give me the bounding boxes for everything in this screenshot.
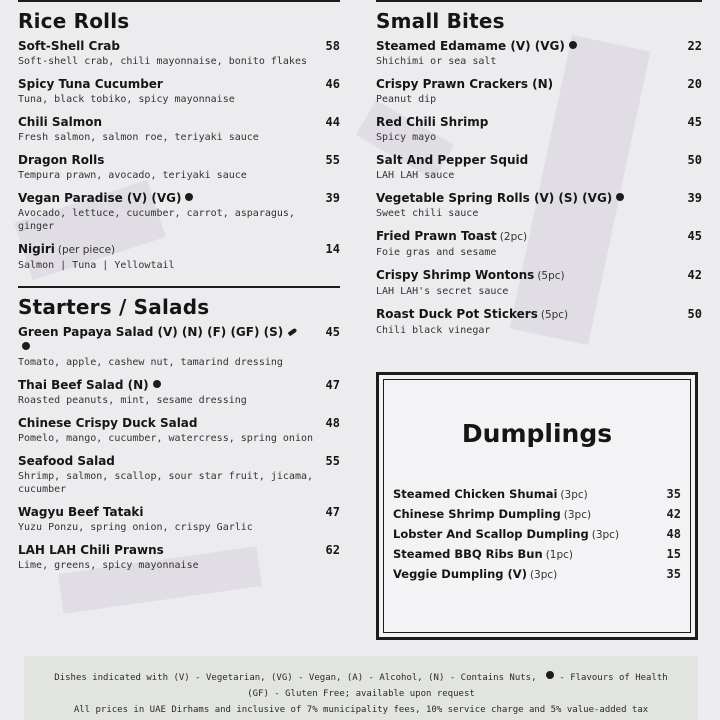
menu-item-row: [18, 191, 340, 206]
menu-item-row: [18, 543, 340, 558]
flavours-of-health-dot-icon: [569, 41, 577, 49]
menu-item-price: 55: [325, 153, 340, 167]
menu-item-name-text: Soft-Shell Crab: [18, 39, 120, 53]
dumpling-item-name: [393, 567, 557, 581]
menu-item-name-text: Red Chili Shrimp: [376, 115, 489, 129]
menu-item-name-text: Fried Prawn Toast: [376, 229, 497, 243]
dumpling-item: [393, 527, 681, 541]
flavours-of-health-dot-icon: [153, 380, 161, 388]
menu-item-price: 39: [325, 191, 340, 205]
menu-item-portion: (5pc): [537, 270, 565, 282]
section-divider: [376, 0, 702, 2]
menu-item-row: [376, 191, 702, 206]
menu-item: [376, 115, 702, 144]
menu-item-name: [376, 77, 553, 92]
menu-item-description: Pomelo, mango, cucumber, watercress, spring onion: [18, 433, 314, 444]
menu-item-row: [376, 268, 702, 284]
menu-item-name-text: LAH LAH Chili Prawns: [18, 543, 164, 557]
menu-item-price: 47: [325, 378, 340, 392]
menu-item-name-text: Dragon Rolls: [18, 153, 105, 167]
menu-item: [18, 77, 340, 106]
dumpling-item: [393, 507, 681, 521]
menu-item-portion: (5pc): [540, 309, 569, 321]
menu-item-name-text: Thai Beef Salad (N): [18, 378, 149, 392]
menu-item-row: [376, 307, 702, 323]
dumpling-item: [393, 547, 681, 561]
menu-item-description: Tuna, black tobiko, spicy mayonnaise: [18, 94, 235, 105]
dumpling-item-name-text: Steamed BBQ Ribs Bun: [393, 547, 543, 561]
menu-item-row: [18, 242, 340, 258]
menu-item-name: [18, 153, 104, 168]
menu-item-price: 22: [687, 39, 702, 53]
menu-item-description: Tomato, apple, cashew nut, tamarind dressing: [18, 357, 283, 368]
menu-item-description: Foie gras and sesame: [376, 247, 497, 258]
menu-item: [18, 191, 340, 233]
dumpling-item-price: 42: [666, 507, 681, 521]
menu-item-price: 50: [687, 307, 702, 321]
menu-item-price: 45: [687, 115, 702, 129]
menu-item-name: [18, 416, 198, 431]
dumplings-list: [393, 487, 681, 587]
menu-item-name-text: Crispy Shrimp Wontons: [376, 268, 535, 282]
menu-item-price: 45: [325, 325, 340, 339]
menu-item-name: [18, 505, 144, 520]
menu-item: [376, 77, 702, 106]
menu-item-price: 46: [325, 77, 340, 91]
menu-item-name: [376, 229, 527, 245]
menu-item: [18, 115, 340, 144]
menu-item: [18, 454, 340, 496]
menu-item: [376, 268, 702, 298]
menu-item-price: 39: [687, 191, 702, 205]
menu-item: [18, 325, 340, 369]
menu-item-description: Roasted peanuts, mint, sesame dressing: [18, 395, 247, 406]
chili-pepper-icon: [288, 328, 298, 336]
legend-text: - Flavours of Health: [559, 673, 668, 683]
menu-item-price: 20: [687, 77, 702, 91]
menu-item-description: Lime, greens, spicy mayonnaise: [18, 560, 199, 571]
dumpling-item-price: 35: [666, 567, 681, 581]
menu-item: [376, 191, 702, 220]
menu-item-name: [18, 242, 115, 258]
menu-item-name-text: Chili Salmon: [18, 115, 103, 129]
menu-item-name-text: Green Papaya Salad (V) (N) (F) (GF) (S): [18, 325, 284, 339]
menu-item-description: LAH LAH's secret sauce: [376, 286, 509, 297]
flavours-of-health-dot-icon: [616, 193, 624, 201]
dumpling-item-price: 48: [666, 527, 681, 541]
menu-item-name: [376, 191, 624, 206]
starters-salads-title: Starters / Salads: [18, 295, 210, 319]
menu-item: [18, 153, 340, 182]
menu-item-description: Chili black vinegar: [376, 325, 491, 336]
menu-item-row: [376, 77, 702, 92]
menu-item-name: [18, 454, 115, 469]
menu-item-name: [18, 115, 102, 130]
dumpling-item-name: [393, 527, 619, 541]
rice-rolls-title: Rice Rolls: [18, 9, 130, 33]
menu-item-name: [376, 153, 528, 168]
menu-item-name-text: Vegan Paradise (V) (VG): [18, 191, 182, 205]
menu-item-price: 47: [325, 505, 340, 519]
menu-item: [376, 39, 702, 68]
dumpling-item-portion: (3pc): [591, 529, 620, 541]
menu-item-name-text: Spicy Tuna Cucumber: [18, 77, 163, 91]
menu-item-description: Peanut dip: [376, 94, 437, 105]
menu-item: [376, 307, 702, 337]
menu-item-price: 58: [325, 39, 340, 53]
menu-item-row: [18, 505, 340, 520]
menu-item-price: 45: [687, 229, 702, 243]
menu-item-row: [376, 229, 702, 245]
menu-item-name: [18, 543, 164, 558]
dumpling-item-name-text: Steamed Chicken Shumai: [393, 487, 558, 501]
menu-item: [376, 153, 702, 182]
menu-item-name-text: Salt And Pepper Squid: [376, 153, 529, 167]
menu-item-portion: (per piece): [57, 244, 116, 256]
menu-item: [18, 39, 340, 68]
menu-item-name-text: Steamed Edamame (V) (VG): [376, 39, 565, 53]
menu-item: [18, 416, 340, 445]
menu-item-name: [376, 39, 577, 54]
legend-line-3: All prices in UAE Dirhams and inclusive of 7% municipality fees, 10% service charge and 5% value-added tax: [73, 705, 649, 715]
menu-item-row: [376, 153, 702, 168]
menu-item-description: Soft-shell crab, chili mayonnaise, bonito flakes: [18, 56, 307, 67]
small-bites-list: [376, 39, 702, 337]
menu-item-row: [18, 39, 340, 54]
menu-item-name: [18, 378, 161, 393]
dumpling-item-name-text: Lobster And Scallop Dumpling: [393, 527, 589, 541]
menu-item-description: LAH LAH sauce: [376, 170, 455, 181]
menu-item-name-text: Wagyu Beef Tataki: [18, 505, 144, 519]
dumpling-item-price: 35: [666, 487, 681, 501]
menu-item-name-text: Seafood Salad: [18, 454, 115, 468]
menu-item-row: [18, 416, 340, 431]
menu-item-name: [18, 191, 193, 206]
menu-item-row: [376, 39, 702, 54]
menu-item-description: Shrimp, salmon, scallop, sour star fruit, jicama, cucumber: [18, 471, 314, 495]
dumpling-item-portion: (3pc): [529, 569, 558, 581]
dumpling-item-name-text: Veggie Dumpling (V): [393, 567, 527, 581]
menu-item-name: [376, 115, 488, 130]
menu-item-price: 44: [325, 115, 340, 129]
menu-item-row: [18, 153, 340, 168]
dumplings-box: [376, 372, 698, 640]
menu-item-description: Avocado, lettuce, cucumber, carrot, asparagus, ginger: [18, 208, 295, 232]
menu-item-name: [18, 77, 163, 92]
legend-line-2: (GF) - Gluten Free; available upon request: [247, 689, 475, 699]
menu-legend-footer: [24, 656, 698, 720]
menu-item-price: 14: [325, 242, 340, 256]
menu-item-description: Yuzu Ponzu, spring onion, crispy Garlic: [18, 522, 253, 533]
rice-rolls-list: [18, 39, 340, 272]
menu-item: [18, 378, 340, 407]
dumpling-item-name: [393, 547, 573, 561]
dumpling-item-name: [393, 487, 588, 501]
menu-item-name-text: Vegetable Spring Rolls (V) (S) (VG): [376, 191, 613, 205]
menu-item-row: [18, 325, 340, 355]
right-column: [376, 0, 702, 346]
menu-item-price: 50: [687, 153, 702, 167]
menu-item-name: [18, 325, 308, 355]
small-bites-title: Small Bites: [376, 9, 505, 33]
dumplings-title: Dumplings: [461, 419, 613, 448]
menu-item-price: 48: [325, 416, 340, 430]
starters-salads-list: [18, 325, 340, 572]
legend-line-1: [24, 670, 698, 686]
menu-item-row: [18, 77, 340, 92]
legend-text: Dishes indicated with (V) - Vegetarian, (VG) - Vegan, (A) - Alcohol, (N) - Contains Nuts,: [54, 673, 537, 683]
menu-item-row: [18, 115, 340, 130]
dumpling-item-name-text: Chinese Shrimp Dumpling: [393, 507, 561, 521]
menu-item-row: [376, 115, 702, 130]
menu-item-description: Shichimi or sea salt: [376, 56, 497, 67]
menu-item-row: [18, 454, 340, 469]
menu-item-name: [18, 39, 120, 54]
menu-item-name-text: Roast Duck Pot Stickers: [376, 307, 538, 321]
menu-item: [18, 242, 340, 272]
menu-item-price: 55: [325, 454, 340, 468]
menu-item-description: Fresh salmon, salmon roe, teriyaki sauce: [18, 132, 259, 143]
dumpling-item-name: [393, 507, 591, 521]
menu-item-name-text: Crispy Prawn Crackers (N): [376, 77, 554, 91]
dumpling-item-portion: (1pc): [545, 549, 573, 561]
left-column: [18, 0, 340, 581]
menu-item-name: [376, 307, 568, 323]
menu-item-price: 42: [687, 268, 702, 282]
menu-item: [376, 229, 702, 259]
dumpling-item-portion: (3pc): [560, 489, 588, 501]
menu-item-description: Tempura prawn, avocado, teriyaki sauce: [18, 170, 247, 181]
menu-item-row: [18, 378, 340, 393]
dumpling-item-price: 15: [666, 547, 681, 561]
menu-item: [18, 543, 340, 572]
menu-item-description: Sweet chili sauce: [376, 208, 479, 219]
menu-item-portion: (2pc): [499, 231, 528, 243]
menu-item-description: Spicy mayo: [376, 132, 437, 143]
section-divider: [18, 0, 340, 2]
flavours-of-health-dot-icon: [22, 342, 30, 350]
flavours-of-health-dot-icon: [185, 193, 193, 201]
dumpling-item-portion: (3pc): [563, 509, 592, 521]
menu-item: [18, 505, 340, 534]
menu-item-description: Salmon | Tuna | Yellowtail: [18, 260, 175, 271]
flavours-of-health-dot-icon: [546, 671, 554, 679]
menu-item-name-text: Chinese Crispy Duck Salad: [18, 416, 198, 430]
menu-item-name-text: Nigiri: [18, 242, 55, 256]
dumpling-item: [393, 567, 681, 581]
section-divider: [18, 286, 340, 288]
menu-item-price: 62: [325, 543, 340, 557]
menu-item-name: [376, 268, 565, 284]
dumpling-item: [393, 487, 681, 501]
